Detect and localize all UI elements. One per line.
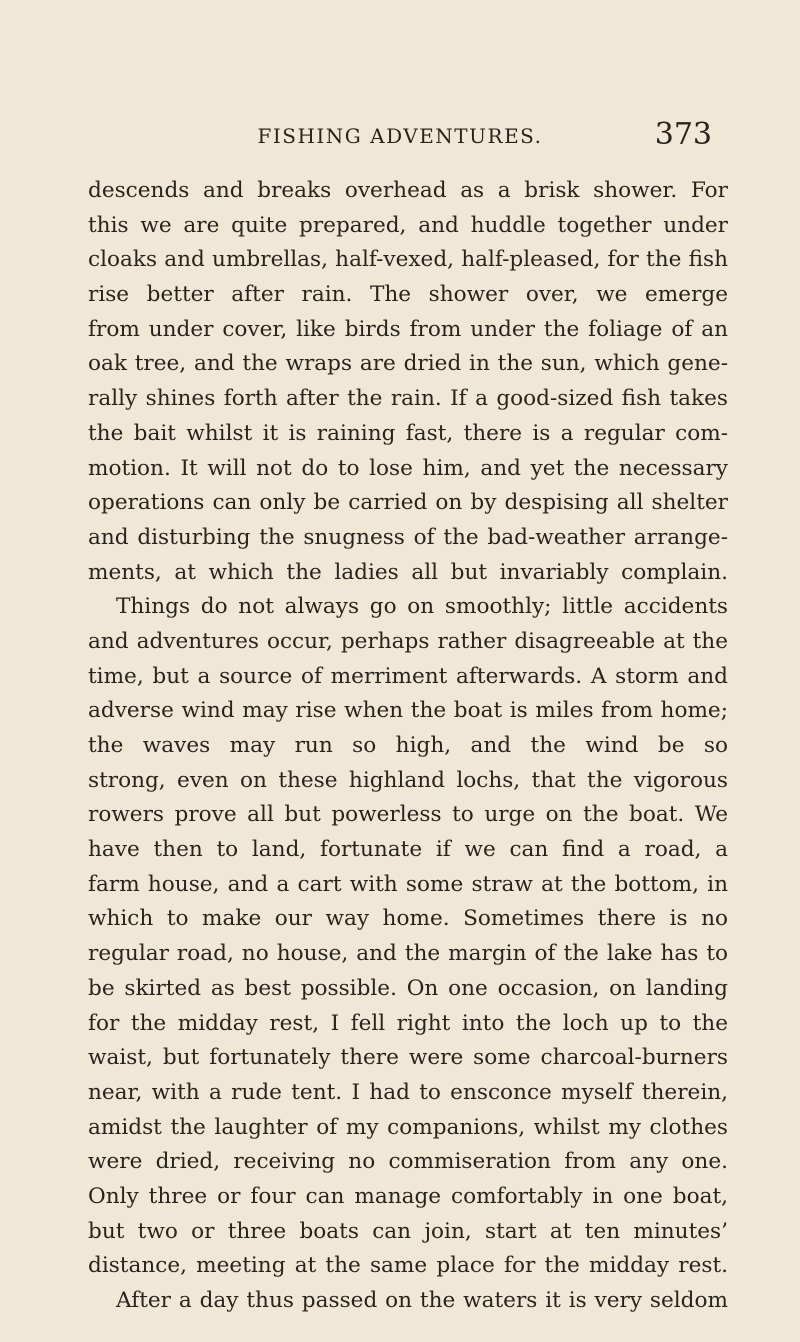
text-line: Only three or four can manage comfortably in one boat, [88, 1183, 728, 1209]
text-line: adverse wind may rise when the boat is miles from home; [88, 698, 728, 724]
text-line: distance, meeting at the same place for the midday rest. [88, 1253, 728, 1279]
text-line: rally shines forth after the rain. If a good-sized fish takes [88, 386, 728, 412]
page-number: 373 [654, 117, 712, 152]
text-line: and adventures occur, perhaps rather disagreeable at the [88, 628, 728, 654]
text-line: near, with a rude tent. I had to ensconce myself therein, [88, 1079, 728, 1105]
text-line: Things do not always go on smoothly; little accidents [116, 594, 728, 620]
text-line: strong, even on these highland lochs, that the vigorous [88, 767, 728, 793]
text-line: for the midday rest, I fell right into the loch up to the [88, 1010, 728, 1036]
text-line: descends and breaks overhead as a brisk shower. For [88, 178, 728, 203]
text-line: this we are quite prepared, and huddle together under [88, 212, 728, 238]
text-line: the bait whilst it is raining fast, there is a regular com- [88, 420, 728, 446]
text-line: regular road, no house, and the margin of the lake has to [88, 941, 728, 967]
text-line: be skirted as best possible. On one occasion, on landing [88, 975, 728, 1001]
text-line: time, but a source of merriment afterwards. A storm and [88, 663, 728, 689]
text-line: motion. It will not do to lose him, and yet the necessary [88, 455, 728, 481]
body-text [88, 174, 728, 1319]
text-line: waist, but fortunately there were some charcoal-burners [88, 1045, 728, 1071]
text-line: operations can only be carried on by despising all shelter [88, 490, 728, 516]
text-line: were dried, receiving no commiseration from any one. [88, 1149, 728, 1175]
text-line: farm house, and a cart with some straw at the bottom, in [88, 871, 728, 897]
text-line: rise better after rain. The shower over, we emerge [88, 282, 728, 308]
text-line: cloaks and umbrellas, half-vexed, half-pleased, for the fish [88, 247, 728, 273]
text-line: rowers prove all but powerless to urge on the boat. We [88, 802, 728, 828]
text-line: oak tree, and the wraps are dried in the sun, which gene- [88, 351, 728, 377]
text-line: amidst the laughter of my companions, whilst my clothes [88, 1114, 728, 1140]
text-line: have then to land, fortunate if we can find a road, a [88, 837, 728, 863]
text-line: but two or three boats can join, start at ten minutes’ [88, 1218, 728, 1244]
text-line: ments, at which the ladies all but invariably complain. [88, 559, 728, 585]
text-line: After a day thus passed on the waters it is very seldom [116, 1288, 728, 1313]
text-line: which to make our way home. Sometimes there is no [88, 906, 728, 932]
text-line: the waves may run so high, and the wind be so [88, 733, 728, 758]
running-head-title: FISHING ADVENTURES. [257, 124, 543, 148]
running-head [0, 118, 800, 158]
text-line: from under cover, like birds from under the foliage of an [88, 316, 728, 342]
text-line: and disturbing the snugness of the bad-weather arrange- [88, 524, 728, 550]
